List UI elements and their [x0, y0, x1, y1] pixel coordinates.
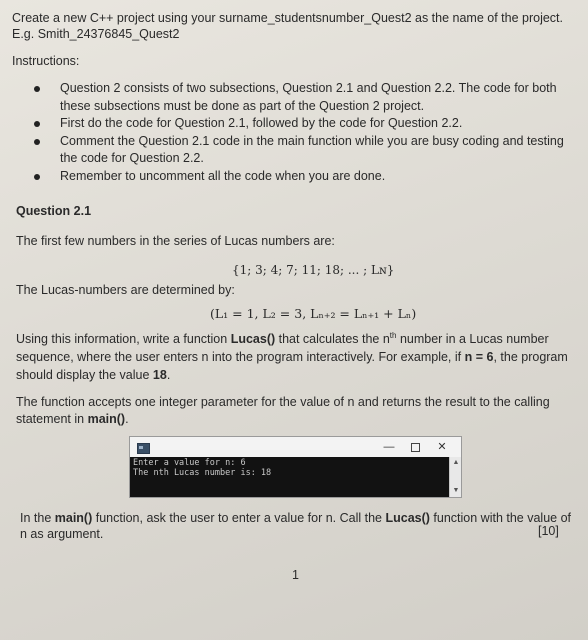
paragraph-line: The function accepts one integer parameter for the value of n and returns the result to the calling [16, 395, 550, 409]
paragraph-line: n as argument. [20, 527, 104, 541]
bullet-icon [34, 139, 40, 145]
list-item [28, 133, 580, 168]
paragraph-line: sequence, where the user enters n into the program interactively. For example, if n = 6, the program [16, 350, 568, 364]
list-item [28, 115, 580, 133]
question-heading: Question 2.1 [16, 204, 92, 218]
console-line: The nth Lucas number is: 18 [133, 468, 272, 478]
list-item-line: Remember to uncomment all the code when you are done. [60, 168, 386, 183]
page-number: 1 [292, 568, 299, 582]
bullet-icon [34, 121, 40, 127]
console-titlebar[interactable] [130, 437, 461, 457]
list-item-line: these subsections must be done as part of the Question 2 project. [60, 98, 425, 113]
maximize-icon [411, 443, 420, 452]
paragraph-line: should display the value 18. [16, 368, 171, 382]
console-line: Enter a value for n: 6 [133, 458, 246, 468]
function-name: Lucas() [230, 332, 276, 346]
lucas-series: {1; 3; 4; 7; 11; 18; ... ; Lɴ} [232, 263, 395, 277]
list-item-line: First do the code for Question 2.1, followed by the code for Question 2.2. [60, 116, 463, 130]
lucas-formula: (L₁ = 1, L₂ = 3, Lₙ₊₂ = Lₙ₊₁ + Lₙ) [210, 306, 417, 321]
scroll-up-icon[interactable]: ▲ [452, 459, 460, 466]
series-intro: The first few numbers in the series of Lucas numbers are: [16, 234, 335, 248]
console-window [129, 436, 462, 498]
paragraph-line: In the main() function, ask the user to enter a value for n. Call the Lucas() function with the value of [20, 511, 571, 525]
list-item [28, 168, 580, 186]
console-app-icon [137, 443, 150, 454]
instructions-heading: Instructions: [12, 54, 80, 68]
close-button[interactable]: ✕ [437, 441, 447, 453]
list-item-line: Comment the Question 2.1 code in the main function while you are busy coding and testing [60, 133, 564, 148]
bullet-icon [34, 86, 40, 92]
paragraph-line: Using this information, write a function Lucas() that calculates the $n^{th}$ number in a Lucas number [16, 330, 549, 346]
maximize-button[interactable] [405, 439, 425, 455]
paragraph-line: statement in main(). [16, 412, 129, 426]
console-scrollbar[interactable] [449, 457, 461, 497]
list-item-line: the code for Question 2.2. [60, 151, 204, 165]
scroll-down-icon[interactable]: ▼ [452, 487, 460, 494]
marks-label: [10] [538, 524, 559, 538]
minimize-button[interactable]: — [383, 441, 395, 453]
intro-line-1: Create a new C++ project using your surname_studentsnumber_Quest2 as the name of the project. [12, 11, 564, 25]
console-output[interactable] [130, 457, 449, 497]
bullet-icon [34, 174, 40, 180]
intro-line-2: E.g. Smith_24376845_Quest2 [12, 27, 180, 41]
list-item [28, 80, 580, 115]
instructions-list [28, 80, 580, 185]
list-item-line: Question 2 consists of two subsections, Question 2.1 and Question 2.2. The code for both [60, 81, 557, 95]
determined-text: The Lucas-numbers are determined by: [16, 283, 235, 297]
